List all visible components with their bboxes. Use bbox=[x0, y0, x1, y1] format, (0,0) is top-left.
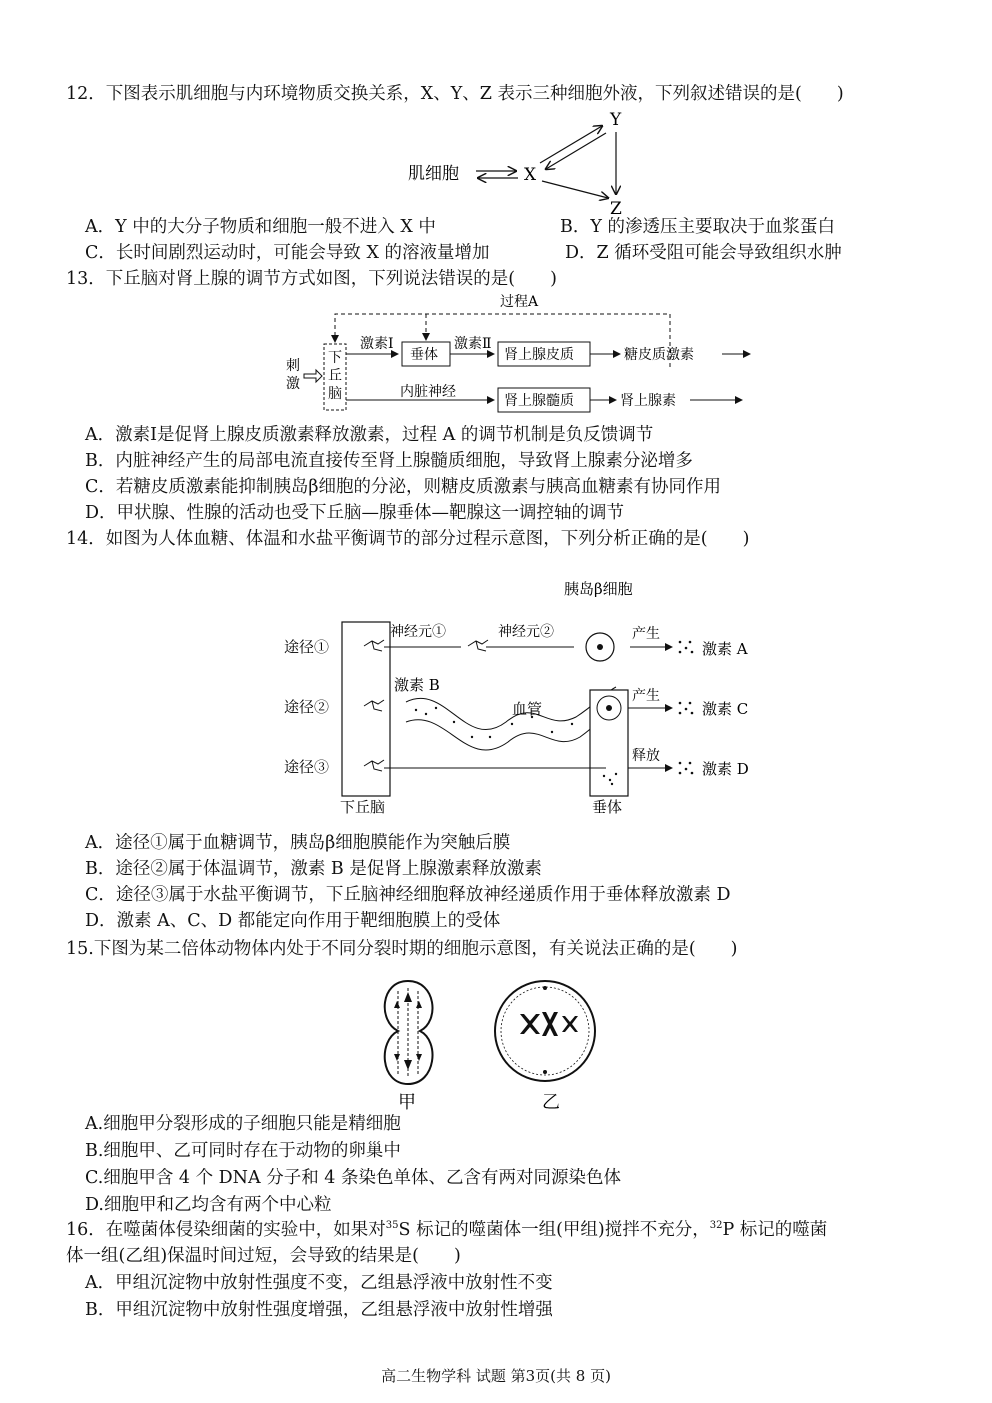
q14-islet-label: 胰岛β细胞 bbox=[564, 580, 633, 598]
svg-text:脑: 脑 bbox=[328, 386, 342, 402]
svg-text:丘: 丘 bbox=[328, 368, 342, 384]
q15-option-d: D.细胞甲和乙均含有两个中心粒 bbox=[85, 1195, 332, 1215]
q12-option-b: B．Y 的渗透压主要取决于血浆蛋白 bbox=[560, 217, 835, 237]
q15-option-b: B.细胞甲、乙可同时存在于动物的卵巢中 bbox=[85, 1141, 401, 1161]
q14-option-c: C．途径③属于水盐平衡调节，下丘脑神经细胞释放神经递质作用于垂体释放激素 D bbox=[85, 885, 731, 905]
q13-option-c: C．若糖皮质激素能抑制胰岛β细胞的分泌，则糖皮质激素与胰高血糖素有协同作用 bbox=[85, 477, 722, 497]
q15-option-a: A.细胞甲分裂形成的子细胞只能是精细胞 bbox=[85, 1114, 401, 1134]
svg-text:下: 下 bbox=[328, 350, 342, 366]
q15-stem: 15.下图为某二倍体动物体内处于不同分裂时期的细胞示意图，有关说法正确的是( ) bbox=[66, 939, 738, 959]
q13-stimulus-label-1: 刺 bbox=[286, 358, 300, 374]
q14-option-b: B．途径②属于体温调节，激素 B 是促肾上腺激素释放激素 bbox=[85, 859, 542, 879]
q13-glucocorticoid-label: 糖皮质激素 bbox=[624, 347, 694, 363]
q14-path3-label: 途径③ bbox=[284, 758, 330, 776]
q12-option-d: D．Z 循环受阻可能会导致组织水肿 bbox=[565, 243, 842, 263]
q12-option-c: C．长时间剧烈运动时，可能会导致 X 的溶液量增加 bbox=[85, 243, 490, 263]
q14-diagram bbox=[276, 572, 796, 822]
q14-produce2-label: 产生 bbox=[632, 688, 660, 704]
q14-neuron2-label: 神经元② bbox=[498, 624, 554, 640]
q15-diagram bbox=[370, 966, 610, 1116]
q15-label-yi: 乙 bbox=[542, 1092, 560, 1113]
q14-release-label: 释放 bbox=[632, 748, 660, 764]
q14-hormone-c-label: 激素 C bbox=[702, 700, 749, 718]
q14-produce1-label: 产生 bbox=[632, 626, 660, 642]
q13-diagram bbox=[280, 292, 760, 417]
page-footer: 高二生物学科 试题 第3页(共 8 页) bbox=[381, 1367, 611, 1385]
q12-option-a: A．Y 中的大分子物质和细胞一般不进入 X 中 bbox=[85, 217, 436, 237]
q16-stem-line2: 体一组(乙组)保温时间过短，会导致的结果是( ) bbox=[66, 1246, 461, 1266]
q12-stem: 12．下图表示肌细胞与内环境物质交换关系，X、Y、Z 表示三种细胞外液，下列叙述错误的是( ) bbox=[66, 84, 844, 104]
q13-pituitary-label: 垂体 bbox=[410, 347, 438, 363]
q14-stem: 14．如图为人体血糖、体温和水盐平衡调节的部分过程示意图，下列分析正确的是( ) bbox=[66, 529, 750, 549]
q13-option-d: D．甲状腺、性腺的活动也受下丘脑—腺垂体—靶腺这一调控轴的调节 bbox=[85, 503, 625, 523]
q14-option-d: D．激素 A、C、D 都能定向作用于靶细胞膜上的受体 bbox=[85, 911, 501, 931]
q13-medulla-label: 肾上腺髓质 bbox=[504, 393, 574, 409]
q14-hormone-a-label: 激素 A bbox=[702, 640, 748, 658]
q13-stem: 13．下丘脑对肾上腺的调节方式如图，下列说法错误的是( ) bbox=[66, 269, 557, 289]
q13-adrenaline-label: 肾上腺素 bbox=[620, 393, 676, 409]
q13-cortex-label: 肾上腺皮质 bbox=[504, 347, 574, 363]
q16-sup-35: 35 bbox=[385, 1220, 399, 1231]
q15-option-c: C.细胞甲含 4 个 DNA 分子和 4 条染色单体、乙含有两对同源染色体 bbox=[85, 1168, 621, 1188]
q13-hormone2-label: 激素Ⅱ bbox=[454, 336, 492, 352]
q13-stimulus-label-2: 激 bbox=[286, 376, 300, 392]
q12-muscle-cell-label: 肌细胞 bbox=[408, 164, 459, 184]
q13-option-b: B．内脏神经产生的局部电流直接传至肾上腺髓质细胞，导致肾上腺素分泌增多 bbox=[85, 451, 693, 471]
q14-path1-label: 途径① bbox=[284, 638, 330, 656]
q16-stem-part-a: 16．在噬菌体侵染细菌的实验中，如果对 bbox=[66, 1219, 386, 1240]
q16-stem-part-c: P 标记的噬菌 bbox=[722, 1219, 828, 1240]
q14-path2-label: 途径② bbox=[284, 698, 330, 716]
q14-hormone-d-label: 激素 D bbox=[702, 760, 749, 778]
q16-option-a: A．甲组沉淀物中放射性强度不变，乙组悬浮液中放射性不变 bbox=[85, 1273, 553, 1293]
q14-pituitary-label: 垂体 bbox=[592, 798, 623, 816]
q14-hypothalamus-label: 下丘脑 bbox=[340, 798, 386, 816]
q12-z-label: Z bbox=[610, 199, 622, 218]
q13-hormone1-label: 激素Ⅰ bbox=[360, 336, 394, 352]
q14-vessel-label: 血管 bbox=[512, 700, 543, 718]
q12-x-label: X bbox=[524, 165, 537, 185]
q16-stem-part-b: S 标记的噬菌体一组(甲组)搅拌不充分， bbox=[398, 1219, 710, 1240]
q16-option-b: B．甲组沉淀物中放射性强度增强，乙组悬浮液中放射性增强 bbox=[85, 1300, 553, 1320]
q15-label-jia: 甲 bbox=[398, 1092, 416, 1113]
q13-process-a-label: 过程A bbox=[500, 294, 539, 310]
q16-stem-line1 bbox=[66, 1221, 827, 1239]
q13-visceral-nerve-label: 内脏神经 bbox=[400, 384, 456, 400]
q13-option-a: A．激素Ⅰ是促肾上腺皮质激素释放激素，过程 A 的调节机制是负反馈调节 bbox=[85, 425, 654, 445]
q14-hormone-b-label: 激素 B bbox=[394, 676, 440, 694]
q14-neuron1-label: 神经元① bbox=[390, 624, 446, 640]
q14-option-a: A．途径①属于血糖调节，胰岛β细胞膜能作为突触后膜 bbox=[85, 833, 511, 853]
q12-diagram bbox=[400, 108, 660, 218]
q16-sup-32: 32 bbox=[709, 1220, 723, 1231]
q12-y-label: Y bbox=[610, 110, 622, 130]
